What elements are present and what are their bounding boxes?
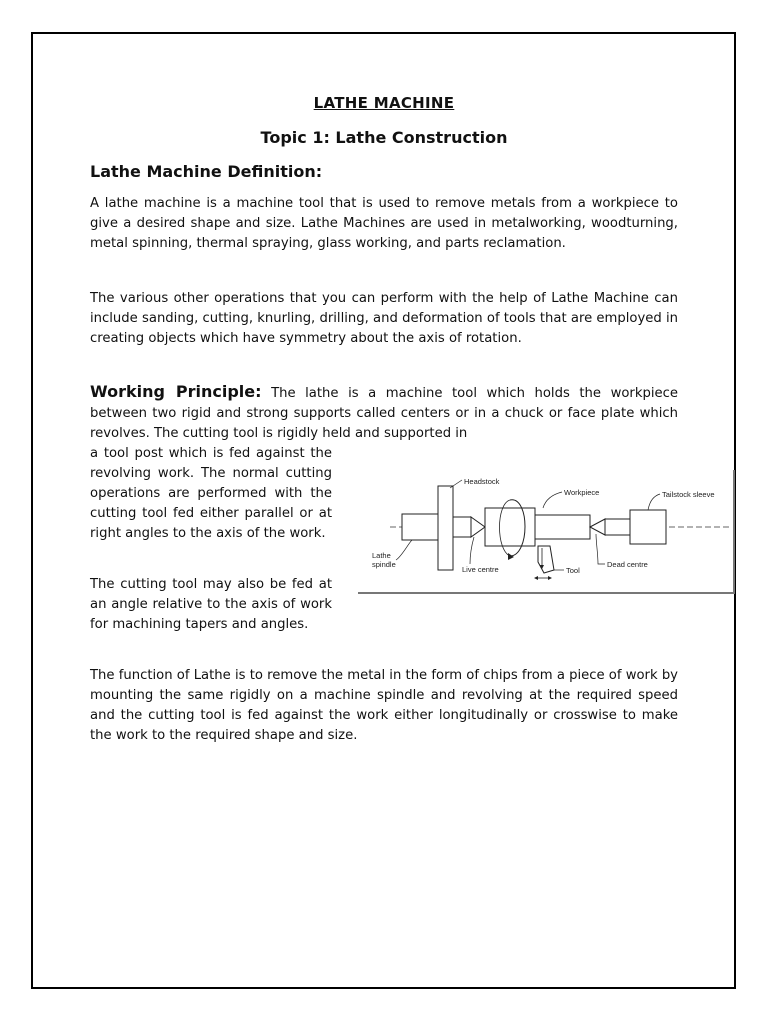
- topic-heading: Topic 1: Lathe Construction: [260, 128, 508, 147]
- working-principle-column-1: a tool post which is fed against the revolving work. The normal cutting operations are performed with the cutting tool fed either parallel or at right angles to the axis of the work.: [90, 446, 332, 541]
- dead-centre-point: [590, 519, 605, 535]
- dead-centre-leader: [596, 534, 605, 564]
- label-live-centre: Live centre: [462, 565, 499, 574]
- document-title: LATHE MACHINE: [313, 94, 455, 112]
- working-principle-heading: Working Principle:: [90, 382, 262, 401]
- label-tool: Tool: [566, 566, 580, 575]
- definition-paragraph-1: A lathe machine is a machine tool that is used to remove metals from a workpiece to give a desired shape and size. Lathe Machines are used in metalworking, woodturning, metal spinning, thermal spraying, glass working, and parts reclamation.: [90, 196, 678, 251]
- live-centre-body: [453, 517, 471, 537]
- headstock-shape: [438, 486, 453, 570]
- lathe-spindle-shape: [402, 514, 438, 540]
- tailstock-leader: [648, 494, 660, 510]
- label-lathe: Lathe: [372, 551, 391, 560]
- rotation-arrowhead: [508, 553, 514, 560]
- workpiece-large-shape: [485, 508, 535, 546]
- definition-heading: Lathe Machine Definition:: [90, 162, 323, 181]
- label-dead-centre: Dead centre: [607, 560, 648, 569]
- live-centre-point: [471, 517, 485, 537]
- spindle-leader: [396, 540, 412, 560]
- working-principle-column-2: The cutting tool may also be fed at an angle relative to the axis of work for machining tapers and angles.: [90, 577, 332, 632]
- headstock-leader: [450, 480, 462, 488]
- tool-feed-arrowhead-right: [548, 576, 552, 580]
- function-paragraph: The function of Lathe is to remove the metal in the form of chips from a piece of work by mounting the same rigidly on a machine spindle and revolving at the required speed and the cutting tool is fed against the work either longitudinally or crosswise to make the work to the required shape and size.: [90, 668, 678, 743]
- tool-feed-arrowhead-left: [534, 576, 538, 580]
- label-spindle: spindle: [372, 560, 396, 569]
- working-principle-intro: The lathe is a machine tool which holds the workpiece between two rigid and strong supports called centers or in a chuck or face plate which revolves. The cutting tool is rigidly held and supported in: [90, 386, 678, 441]
- label-workpiece: Workpiece: [564, 488, 600, 497]
- tool-shape: [538, 546, 554, 573]
- live-centre-leader: [470, 537, 474, 564]
- lathe-diagram-svg: [358, 470, 733, 592]
- working-principle-paragraph: [90, 382, 678, 444]
- definition-paragraph-2: The various other operations that you can perform with the help of Lathe Machine can include sanding, cutting, knurling, drilling, and deformation of tools that are employed in creating objects which have symmetry about the axis of rotation.: [90, 291, 678, 346]
- lathe-diagram: [358, 470, 735, 594]
- label-tailstock-sleeve: Tailstock sleeve: [662, 490, 715, 499]
- workpiece-small-shape: [535, 515, 590, 539]
- dead-centre-body: [605, 519, 630, 535]
- workpiece-leader: [543, 492, 562, 508]
- tailstock-sleeve-shape: [630, 510, 666, 544]
- label-headstock: Headstock: [464, 477, 500, 486]
